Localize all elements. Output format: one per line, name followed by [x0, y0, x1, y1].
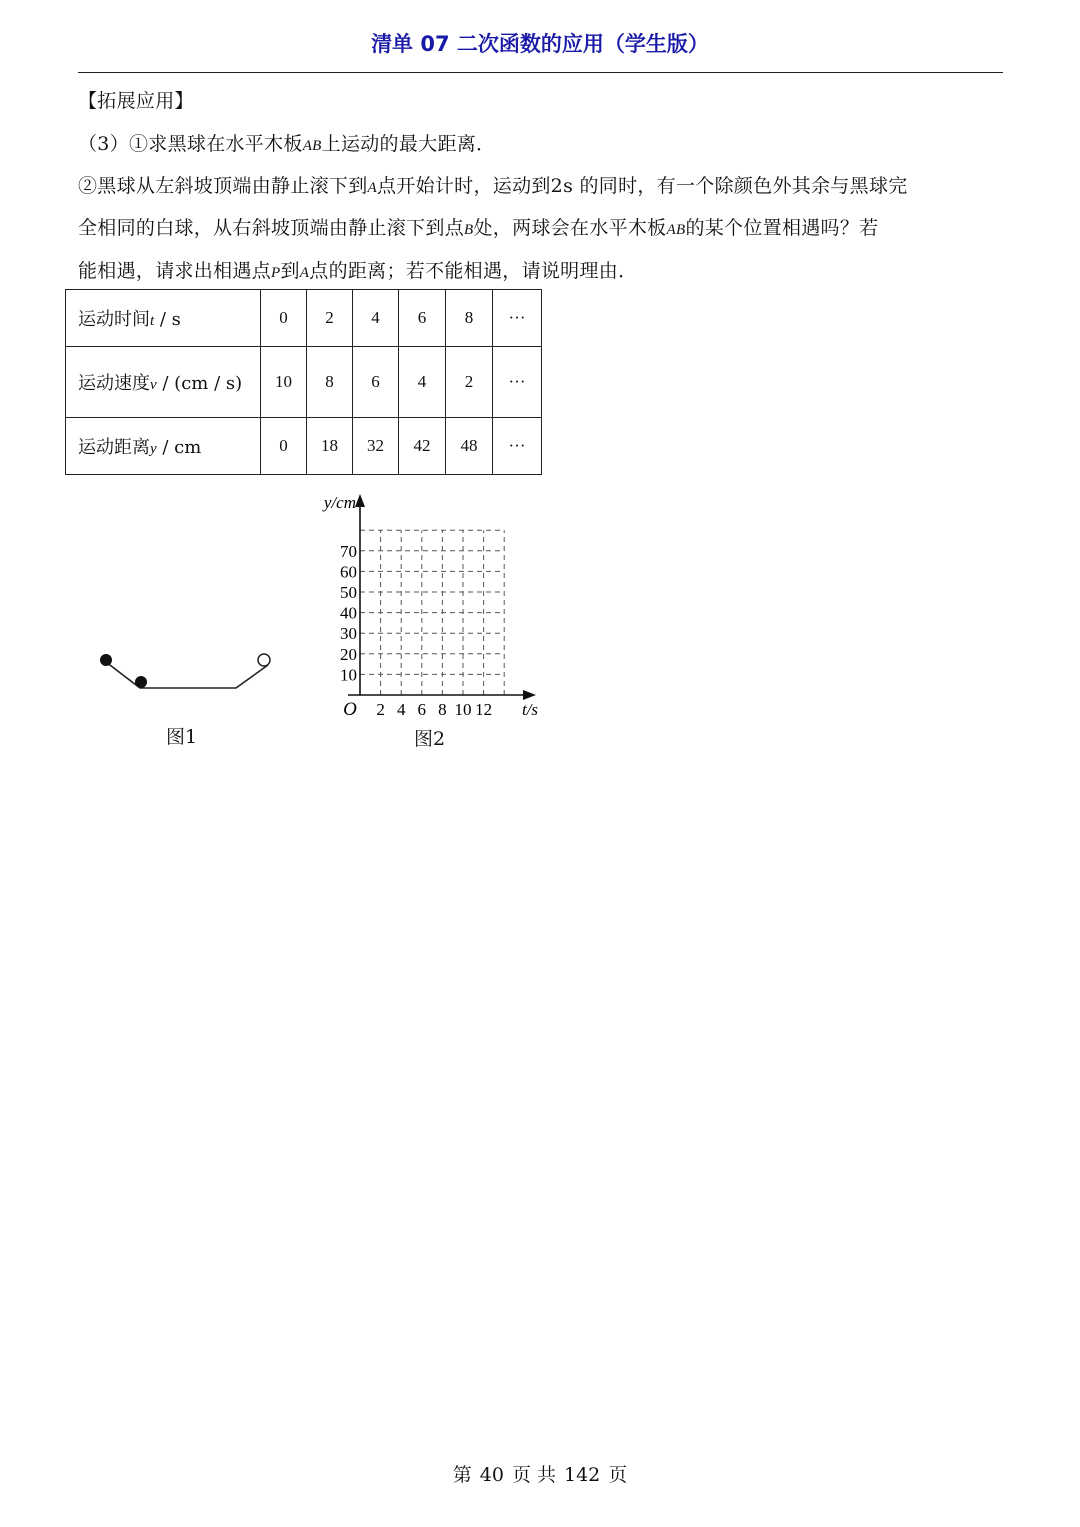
figure-1-caption: 图1: [166, 726, 198, 748]
table-cell: 8: [446, 290, 493, 347]
question-3-part-2-line-1: ②黑球从左斜坡顶端由静止滚下到A点开始计时，运动到2s 的同时，有一个除颜色外其余与黑球完: [78, 175, 908, 197]
motion-data-table: [65, 289, 542, 475]
y-tick-labels: [340, 542, 357, 685]
white-ball: [258, 654, 270, 666]
y-axis-label: y/cm: [323, 493, 356, 512]
board-path: [106, 662, 268, 688]
x-tick-label: 4: [396, 700, 406, 719]
table-row-speed: [66, 347, 542, 418]
question-3-part-1: （3）①求黑球在水平木板AB上运动的最大距离．: [78, 133, 496, 155]
section-title: 【拓展应用】: [78, 90, 194, 112]
y-tick-label: 50: [340, 583, 357, 602]
x-tick-label: 2: [376, 700, 385, 719]
question-3-part-2-line-3: 能相遇，请求出相遇点P到A点的距离；若不能相遇，请说明理由．: [78, 260, 638, 282]
x-tick-label: 12: [475, 700, 493, 719]
y-axis-arrow: [355, 494, 365, 507]
table-cell: 32: [353, 418, 399, 475]
page-header-title: 清单 07 二次函数的应用（学生版）: [371, 32, 709, 56]
table-cell: 6: [399, 290, 446, 347]
black-ball-at-a: [135, 676, 147, 688]
row-label-time: 运动时间t / s: [66, 290, 261, 347]
black-ball-top: [100, 654, 112, 666]
page-total: 142: [563, 1464, 601, 1486]
question-3-part-2-line-2: 全相同的白球，从右斜坡顶端由静止滚下到点B处，两球会在水平木板AB的某个位置相遇吗？若: [78, 217, 879, 239]
x-tick-label: 10: [454, 700, 472, 719]
table-cell: 4: [399, 347, 446, 418]
page-footer: 第 40 页 共 142 页: [452, 1464, 628, 1486]
x-tick-label: 6: [417, 700, 427, 719]
table-cell: 2: [307, 290, 353, 347]
y-tick-label: 10: [340, 665, 357, 685]
table-cell: 0: [261, 290, 307, 347]
table-cell: 6: [353, 347, 399, 418]
row-label-distance: 运动距离y / cm: [66, 418, 261, 475]
grid-lines: [360, 530, 504, 695]
figure-2-coordinate-grid: [310, 488, 550, 723]
header-divider: [78, 72, 1003, 73]
table-cell: ···: [493, 418, 542, 475]
page-number: 40: [479, 1464, 504, 1486]
table-row-time: [66, 290, 542, 347]
x-axis-arrow: [523, 690, 536, 700]
origin-label: O: [343, 699, 357, 720]
table-cell: 2: [446, 347, 493, 418]
x-axis-label: t/s: [521, 700, 539, 719]
table-cell: 8: [307, 347, 353, 418]
x-tick-label: 8: [438, 700, 447, 719]
figure-1-slopes-diagram: [90, 640, 280, 700]
table-cell: 42: [399, 418, 446, 475]
y-tick-label: 40: [340, 603, 357, 623]
table-cell: ···: [493, 347, 542, 418]
row-label-speed: 运动速度v / (cm / s): [66, 347, 261, 418]
y-tick-label: 60: [340, 562, 357, 582]
figure-2-caption: 图2: [414, 728, 446, 750]
table-cell: 48: [446, 418, 493, 475]
table-row-distance: [66, 418, 542, 475]
y-tick-label: 70: [340, 541, 357, 561]
table-cell: 10: [261, 347, 307, 418]
y-tick-label: 30: [340, 624, 357, 644]
y-tick-label: 20: [340, 644, 357, 664]
table-cell: ···: [493, 290, 542, 347]
table-cell: 4: [353, 290, 399, 347]
table-cell: 18: [307, 418, 353, 475]
table-cell: 0: [261, 418, 307, 475]
x-tick-labels: [376, 700, 492, 719]
